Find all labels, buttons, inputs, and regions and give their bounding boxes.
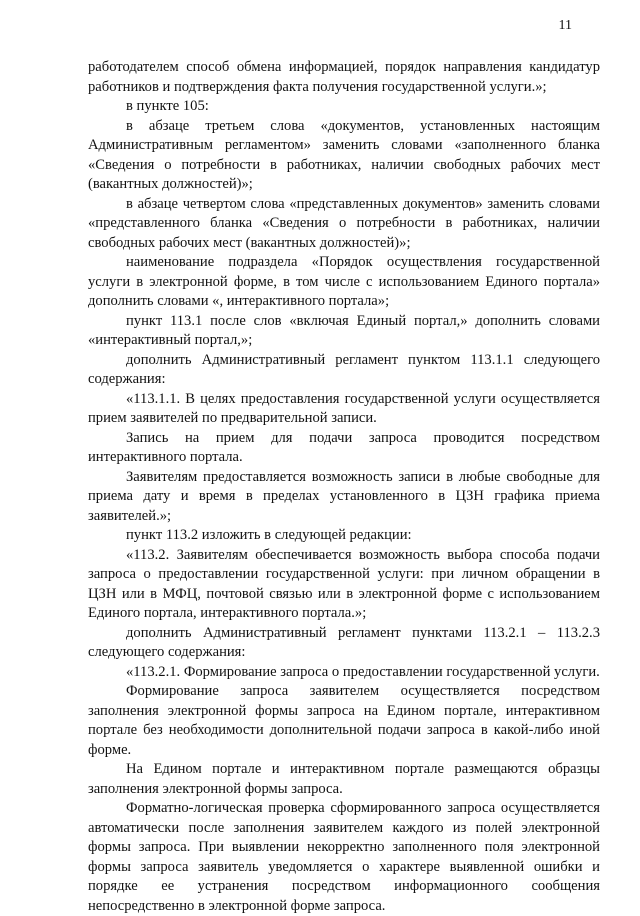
paragraph-12: «113.2. Заявителям обеспечивается возможность выбора способа подачи запроса о предоставлении государственной услуги: при личном обращении в ЦЗН или в МФЦ, почтовой связью или в электронной форме с использованием Единого портала, интерактивного портала.»; [88, 546, 600, 621]
paragraph-17: Форматно-логическая проверка сформированного запроса осуществляется автоматически после заполнения заявителем каждого из полей электронной формы запроса. При выявлении некорректно заполненного поля электронной формы запроса заявитель уведомляется о характере выявленной ошибки и порядке ее устранения посредством информационного сообщения непосредственно в электронной форме запроса. [88, 800, 600, 914]
paragraph-16: На Едином портале и интерактивном портале размещаются образцы заполнения электронной формы запроса. [88, 761, 600, 797]
paragraph-6: пункт 113.1 после слов «включая Единый портал,» дополнить словами «интерактивный портал,»; [88, 312, 600, 348]
paragraph-15: Формирование запроса заявителем осуществляется посредством заполнения электронной формы запроса на Едином портале, интерактивном портале без необходимости дополнительной подачи запроса в какой-либо иной форме. [88, 683, 600, 758]
paragraph-7: дополнить Административный регламент пунктом 113.1.1 следующего содержания: [88, 351, 600, 387]
paragraph-2: в пункте 105: [126, 98, 209, 114]
paragraph-4: в абзаце четвертом слова «представленных документов» заменить словами «представленного бланка «Сведения о потребности в работниках, наличии свободных рабочих мест (вакантных должностей)»; [88, 195, 600, 251]
paragraph-1: работодателем способ обмена информацией, порядок направления кандидатур работников и подтверждения факта получения государственной услуги.»; [88, 59, 600, 95]
paragraph-14: «113.2.1. Формирование запроса о предоставлении государственной услуги. [126, 663, 600, 680]
paragraph-13: дополнить Административный регламент пунктами 113.2.1 – 113.2.3 следующего содержания: [88, 624, 600, 660]
paragraph-9: Запись на прием для подачи запроса проводится посредством интерактивного портала. [88, 429, 600, 465]
paragraph-8: «113.1.1. В целях предоставления государственной услуги осуществляется прием заявителей по предварительной записи. [88, 390, 600, 426]
paragraph-3: в абзаце третьем слова «документов, установленных настоящим Административным регламентом» заменить словами «заполненного бланка «Сведения о потребности в работниках, наличии свободных рабочих мест (вакантных должностей)»; [88, 117, 600, 192]
page-number: 11 [558, 18, 572, 33]
paragraph-11: пункт 113.2 изложить в следующей редакции: [126, 527, 412, 543]
paragraph-10: Заявителям предоставляется возможность записи в любые свободные для приема дату и время в пределах установленного в ЦЗН графика приема заявителей.»; [88, 468, 600, 524]
document-body [88, 58, 600, 916]
paragraph-5: наименование подраздела «Порядок осуществления государственной услуги в электронной форме, в том числе с использованием Единого портала» дополнить словами «, интерактивного портала»; [88, 254, 600, 309]
